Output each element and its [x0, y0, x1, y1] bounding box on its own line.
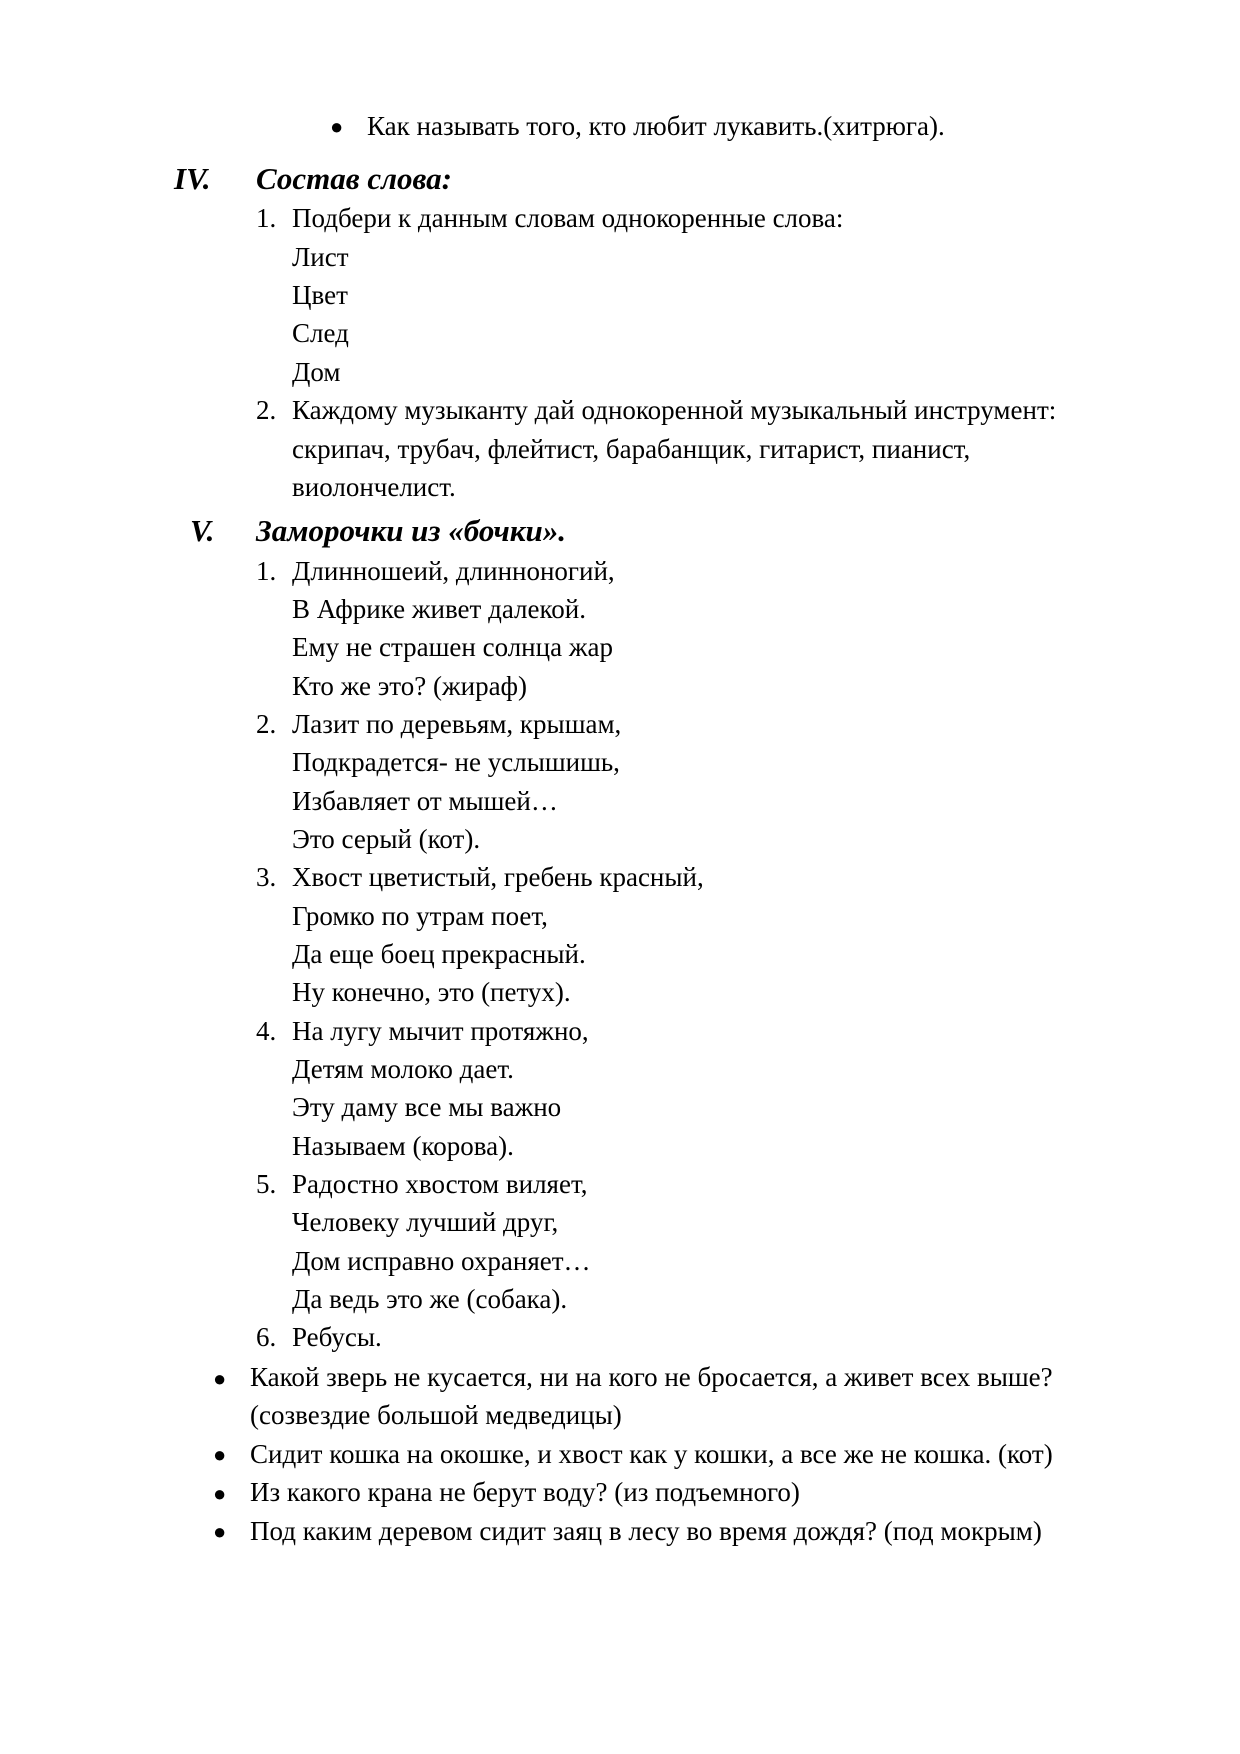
riddle-line: В Африке живет далекой.: [292, 594, 586, 624]
section4-item1-line: След: [292, 318, 349, 348]
bottom-bullet-text: (созвездие большой медведицы): [250, 1400, 622, 1430]
section4-item1-line: Лист: [292, 242, 349, 272]
riddle-line: Эту даму все мы важно: [292, 1092, 562, 1122]
riddle-line: Дом исправно охраняет…: [292, 1246, 591, 1276]
riddle-line: Да еще боец прекрасный.: [292, 939, 586, 969]
section5-item5-num: 5.: [256, 1169, 277, 1199]
bullet-icon: ●: [213, 1519, 227, 1544]
riddle-line: Длинношеий, длинноногий,: [292, 556, 615, 586]
riddle-line: Хвост цветистый, гребень красный,: [292, 862, 704, 892]
section4-roman: IV.: [174, 161, 211, 196]
rebus-label: Ребусы.: [292, 1322, 382, 1352]
riddle-line: На лугу мычит протяжно,: [292, 1016, 589, 1046]
riddle-line: Да ведь это же (собака).: [292, 1284, 568, 1314]
section4-item2-line: скрипач, трубач, флейтист, барабанщик, гитарист, пианист,: [292, 434, 971, 464]
bullet-icon: ●: [213, 1481, 227, 1506]
bullet-icon: ●: [213, 1366, 227, 1391]
section5-item4-num: 4.: [256, 1016, 277, 1046]
top-bullet-text: Как называть того, кто любит лукавить.(хитрюга).: [367, 111, 945, 141]
bottom-bullet-text: Из какого крана не берут воду? (из подъемного): [250, 1477, 800, 1507]
section5-item2-num: 2.: [256, 709, 277, 739]
section4-item1-line: Цвет: [292, 280, 348, 310]
section5-item1-num: 1.: [256, 556, 277, 586]
riddle-line: Детям молоко дает.: [292, 1054, 514, 1084]
riddle-line: Ему не страшен солнца жар: [292, 632, 613, 662]
riddle-line: Избавляет от мышей…: [292, 786, 558, 816]
section4-item2-num: 2.: [256, 395, 277, 425]
section4-item1-line: Подбери к данным словам однокоренные слова:: [292, 203, 844, 233]
bottom-bullet-text: Сидит кошка на окошке, и хвост как у кошки, а все же не кошка. (кот): [250, 1439, 1053, 1469]
riddle-line: Подкрадется- не услышишь,: [292, 747, 620, 777]
section4-item2-line: Каждому музыканту дай однокоренной музыкальный инструмент:: [292, 395, 1057, 425]
riddle-line: Лазит по деревьям, крышам,: [292, 709, 622, 739]
section5-title: Заморочки из «бочки».: [256, 513, 566, 548]
riddle-line: Кто же это? (жираф): [292, 671, 528, 701]
bottom-bullet-text: Какой зверь не кусается, ни на кого не бросается, а живет всех выше?: [250, 1362, 1053, 1392]
section5-item6-num: 6.: [256, 1322, 277, 1352]
bullet-icon: ●: [330, 114, 344, 139]
bullet-icon: ●: [213, 1442, 227, 1467]
section4-item1-num: 1.: [256, 203, 277, 233]
riddle-line: Ну конечно, это (петух).: [292, 977, 571, 1007]
riddle-line: Громко по утрам поет,: [292, 901, 548, 931]
section4-title: Состав слова:: [256, 161, 452, 196]
riddle-line: Радостно хвостом виляет,: [292, 1169, 588, 1199]
riddle-line: Называем (корова).: [292, 1131, 514, 1161]
riddle-line: Это серый (кот).: [292, 824, 481, 854]
section4-item2-line: виолончелист.: [292, 472, 456, 502]
section4-item1-line: Дом: [292, 357, 341, 387]
riddle-line: Человеку лучший друг,: [292, 1207, 559, 1237]
bottom-bullet-text: Под каким деревом сидит заяц в лесу во время дождя? (под мокрым): [250, 1516, 1042, 1546]
section5-item3-num: 3.: [256, 862, 277, 892]
section5-roman: V.: [190, 513, 215, 548]
